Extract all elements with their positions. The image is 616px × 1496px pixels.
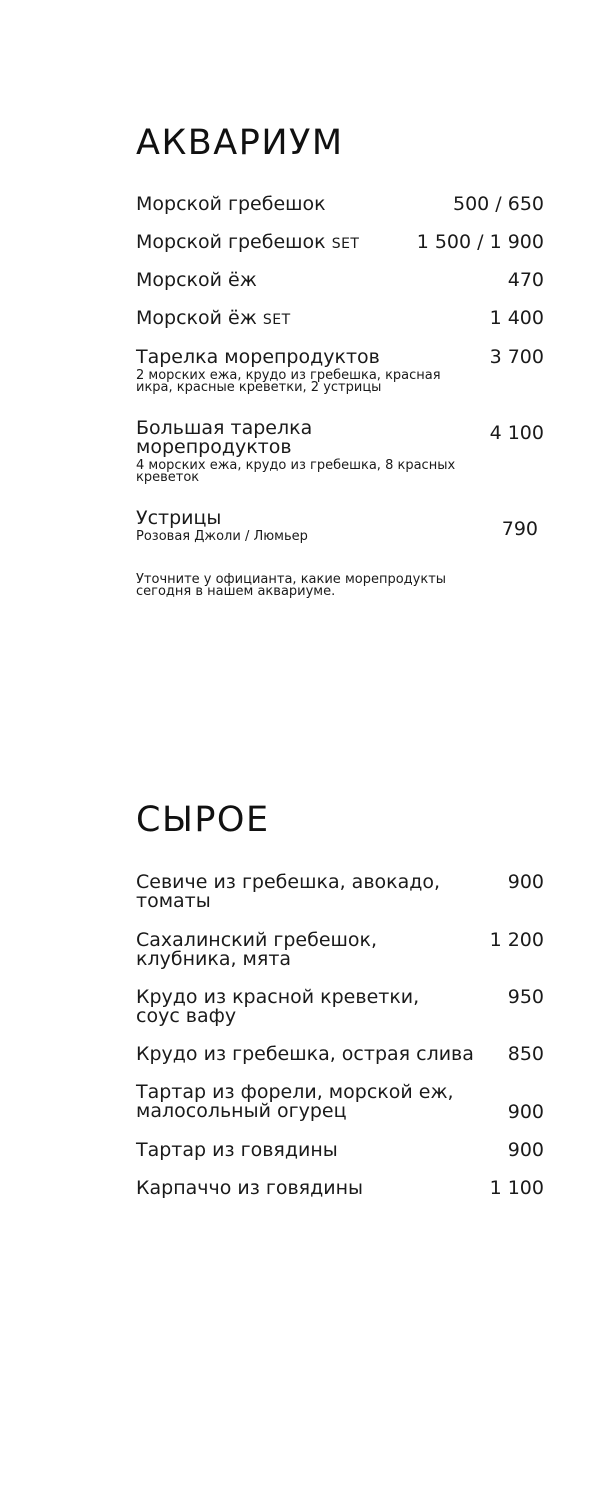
item-name: Сахалинский гребешок, клубника, мята (136, 929, 378, 970)
menu-item (136, 931, 544, 969)
item-description: 2 морских ежа, крудо из гребешка, красная икра, красные креветки, 2 устрицы (136, 368, 441, 395)
aquarium-note: Уточните у официанта, какие морепродукты сегодня в нашем аквариуме. (136, 572, 447, 599)
item-tag: SET (331, 236, 360, 252)
menu-item (136, 988, 544, 1026)
item-name: Тартар из форели, морской еж, малосольный огурец (136, 1081, 454, 1122)
menu-item (136, 1179, 544, 1198)
item-price: 500 / 650 (452, 193, 544, 215)
menu-item (136, 271, 544, 290)
item-name: Севиче из гребешка, авокадо, томаты (136, 871, 441, 912)
menu-item (136, 873, 544, 911)
item-name: Крудо из гребешка, острая слива (136, 1043, 474, 1065)
menu-item (136, 309, 544, 330)
item-name: Тартар из говядины (136, 1139, 338, 1161)
item-price: 1 500 / 1 900 (416, 231, 544, 253)
item-name: Устрицы (136, 507, 222, 529)
item-price: 4 100 (489, 422, 544, 444)
section-title-raw: СЫРОЕ (136, 800, 270, 840)
item-price: 900 (507, 1101, 544, 1123)
item-name: Морской гребешок (136, 193, 326, 215)
section-title-aquarium: АКВАРИУМ (136, 123, 344, 163)
item-price: 1 100 (489, 1177, 544, 1199)
item-price: 900 (507, 871, 544, 893)
item-name: Карпаччо из говядины (136, 1177, 364, 1199)
menu-item (136, 419, 544, 484)
item-price: 900 (507, 1139, 544, 1161)
item-price: 950 (507, 986, 544, 1008)
item-price: 850 (507, 1043, 544, 1065)
item-price: 470 (507, 269, 544, 291)
menu-item (136, 1045, 544, 1064)
item-tag: SET (262, 312, 291, 328)
item-price: 3 700 (489, 346, 544, 368)
item-name: Тарелка морепродуктов (136, 346, 380, 368)
item-name: Морской гребешок SET (136, 231, 360, 253)
menu-item (136, 1083, 544, 1121)
item-description: 4 морских ежа, крудо из гребешка, 8 красных креветок (136, 458, 456, 485)
item-price: 790 (501, 518, 538, 540)
item-name: Морской ёж (136, 269, 257, 291)
item-price: 1 200 (489, 929, 544, 951)
menu-item (136, 348, 544, 394)
item-description: Розовая Джоли / Люмьер (136, 529, 308, 544)
item-name: Большая тарелка морепродуктов (136, 417, 313, 458)
menu-item (136, 233, 544, 254)
item-price: 1 400 (489, 307, 544, 329)
item-name: Морской ёж SET (136, 307, 291, 329)
menu-item (136, 509, 544, 543)
menu-item (136, 1141, 544, 1160)
menu-item (136, 195, 544, 214)
item-name: Крудо из красной креветки, соус вафу (136, 986, 420, 1027)
